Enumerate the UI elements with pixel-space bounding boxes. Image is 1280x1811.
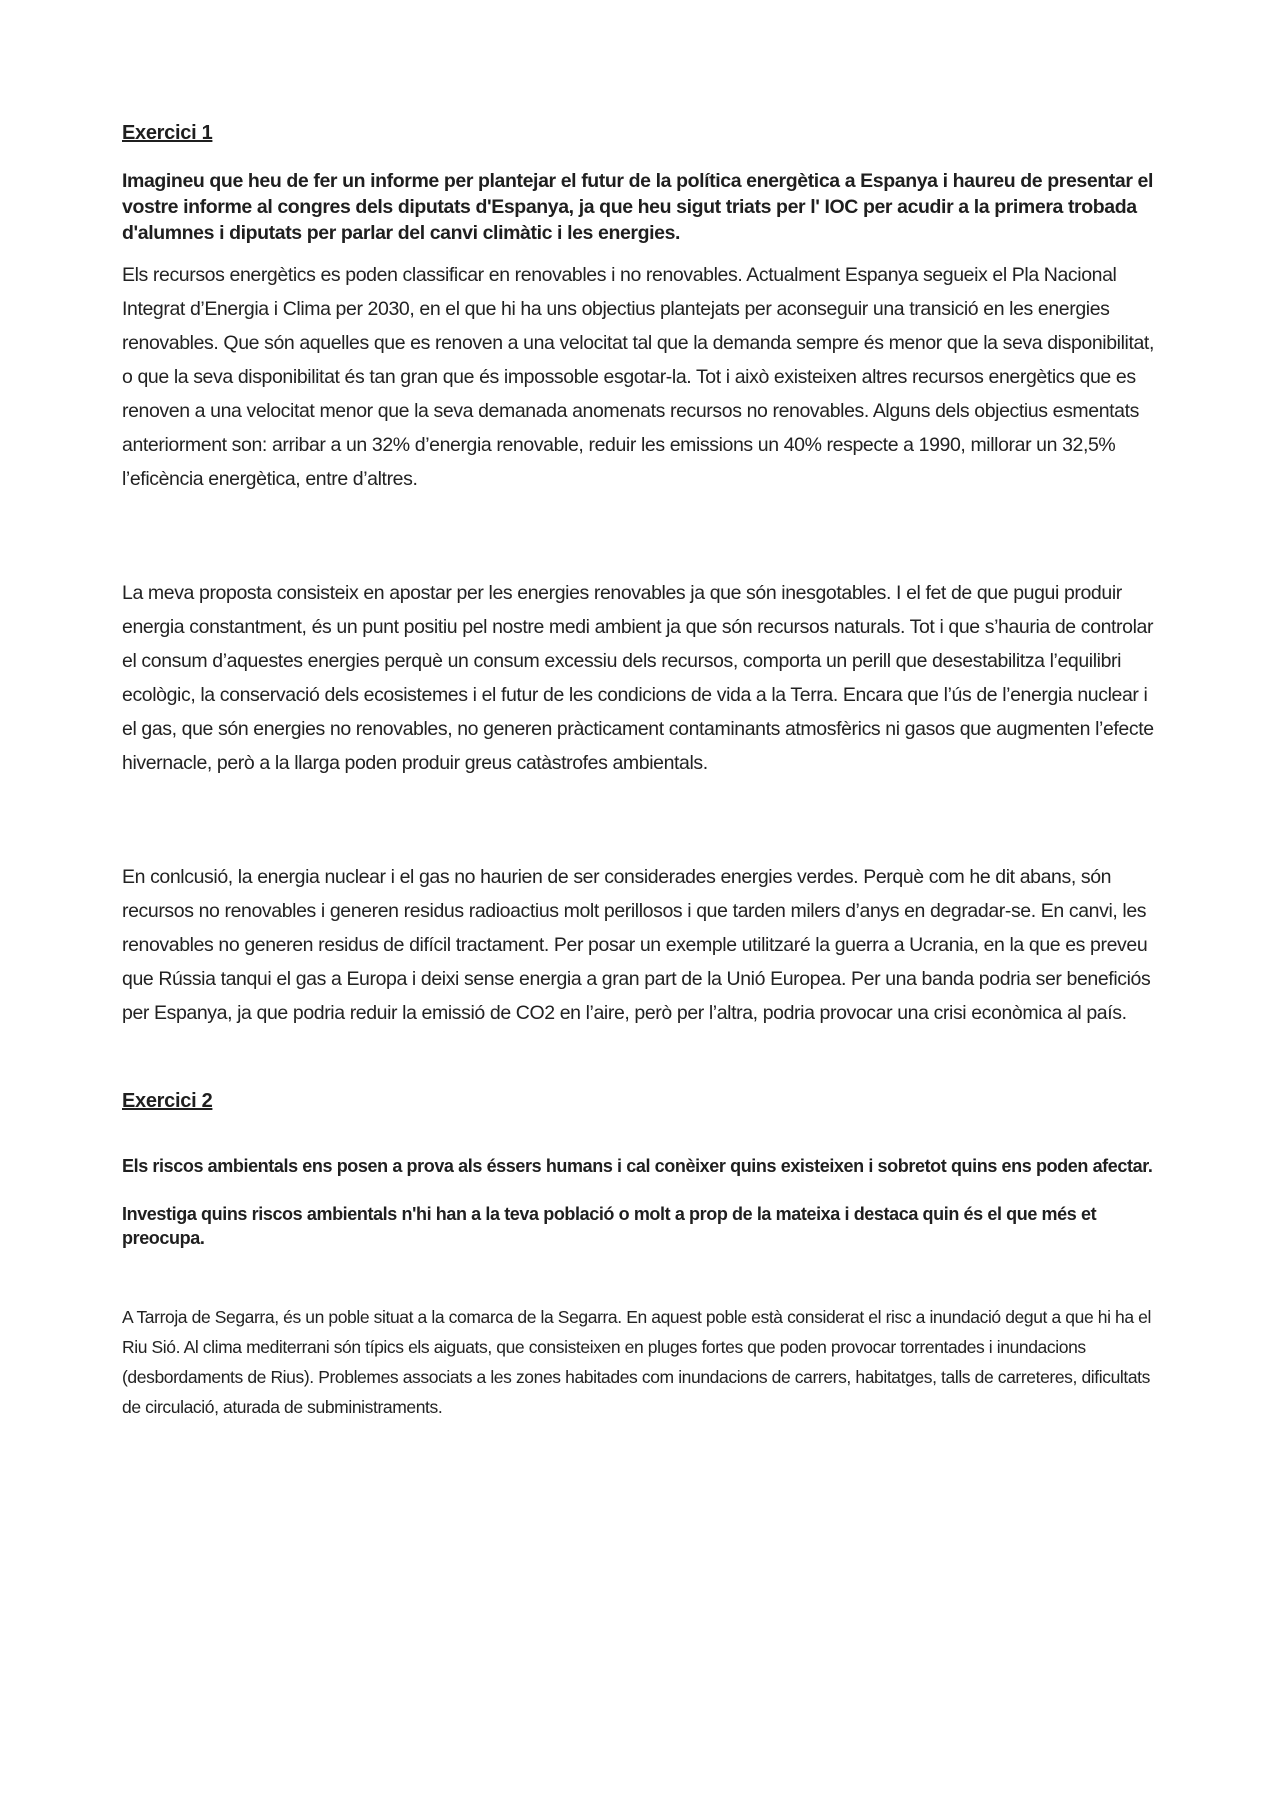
exercise-1-heading: Exercici 1	[122, 122, 213, 144]
exercise-1-paragraph-2: La meva proposta consisteix en apostar per les energies renovables ja que són inesgotables. I el fet de que pugui produir energia constantment, és un punt positiu pel nostre medi ambient ja que són recursos naturals. Tot i que s’hauria de controlar el consum d’aquestes energies perquè un consum excessiu dels recursos, comporta un perill que desestabilitza l’equilibri ecològic, la conservació dels ecosistemes i el futur de les condicions de vida a la Terra. Encara que l’ús de l’energia nuclear i el gas, que són energies no renovables, no generen pràcticament contaminants atmosfèrics ni gasos que augmenten l’efecte hivernacle, però a la llarga poden produir greus catàstrofes ambientals.	[122, 582, 1154, 774]
exercise-2-paragraph-1: A Tarroja de Segarra, és un poble situat a la comarca de la Segarra. En aquest poble està considerat el risc a inundació degut a que hi ha el Riu Sió. Al clima mediterrani són típics els aiguats, que consisteixen en pluges fortes que poden provocar torrentades i inundacions (desbordaments de Rius). Problemes associats a les zones habitades com inundacions de carrers, habitatges, talls de carreteres, dificultats de circulació, aturada de subministraments.	[122, 1307, 1151, 1417]
exercise-2-heading: Exercici 2	[122, 1090, 213, 1112]
document-content	[122, 120, 1162, 1422]
exercise-1-prompt: Imagineu que heu de fer un informe per plantejar el futur de la política energètica a Espanya i haureu de presentar el vostre informe al congres dels diputats d'Espanya, ja que heu sigut triats per l' IOC per acudir a la primera trobada d'alumnes i diputats per parlar del canvi climàtic i les energies.	[122, 170, 1154, 244]
exercise-2-prompt-2: Investiga quins riscos ambientals n'hi han a la teva població o molt a prop de la mateixa i destaca quin és el que més et preocupa.	[122, 1204, 1097, 1248]
exercise-1-paragraph-3: En conlcusió, la energia nuclear i el gas no haurien de ser considerades energies verdes. Perquè com he dit abans, són recursos no renovables i generen residus radioactius molt perillosos i que tarden milers d’anys en degradar-se. En canvi, les renovables no generen residus de difícil tractament. Per posar un exemple utilitzaré la guerra a Ucrania, en la que es preveu que Rússia tanqui el gas a Europa i deixi sense energia a gran part de la Unió Europea. Per una banda podria ser beneficiós per Espanya, ja que podria reduir la emissió de CO2 en l’aire, però per l’altra, podria provocar una crisi econòmica al país.	[122, 866, 1151, 1024]
exercise-1-paragraph-1: Els recursos energètics es poden classificar en renovables i no renovables. Actualment Espanya segueix el Pla Nacional Integrat d’Energia i Clima per 2030, en el que hi ha uns objectius plantejats per aconseguir una transició en les energies renovables. Que són aquelles que es renoven a una velocitat tal que la demanda sempre és menor que la seva disponibilitat, o que la seva disponibilitat és tan gran que és impossoble esgotar-la. Tot i això existeixen altres recursos energètics que es renoven a una velocitat menor que la seva demanada anomenats recursos no renovables. Alguns dels objectius esmentats anteriorment son: arribar a un 32% d’energia renovable, reduir les emissions un 40% respecte a 1990, millorar un 32,5% l’eficència energètica, entre d’altres.	[122, 264, 1154, 490]
exercise-2-prompt-1: Els riscos ambientals ens posen a prova als éssers humans i cal conèixer quins existeixen i sobretot quins ens poden afectar.	[122, 1156, 1153, 1176]
